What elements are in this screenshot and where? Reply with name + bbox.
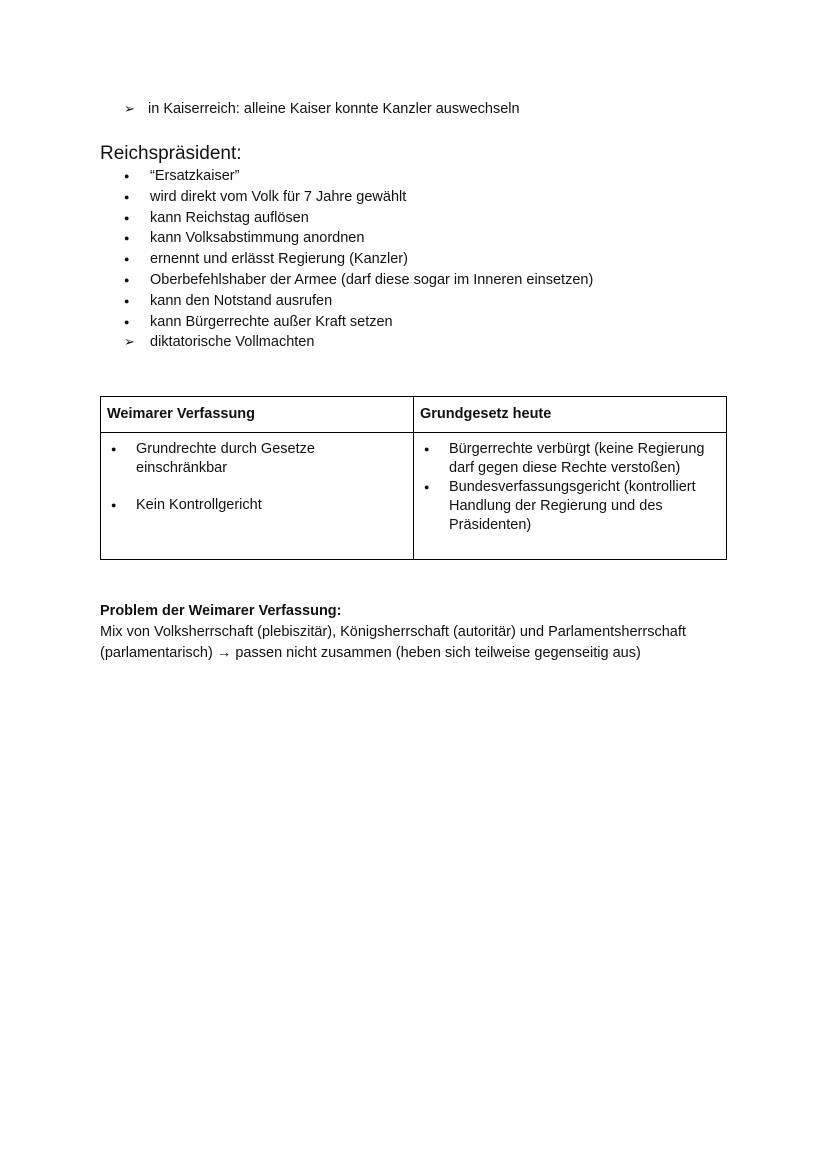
- grundgesetz-point-list: [423, 440, 718, 535]
- list-item: ● ernennt und erlässt Regierung (Kanzler): [124, 249, 593, 270]
- problem-text: Mix von Volksherrschaft (plebiszitär), Königsherrschaft (autoritär) und Parlamentsherrschaft (parlamentarisch) → passen nicht zusammen (heben sich teilweise gegenseitig aus): [100, 624, 686, 661]
- conclusion-item: ➢ diktatorische Vollmachten: [124, 332, 593, 353]
- table-header-row: [101, 397, 727, 433]
- weimar-cell: [101, 433, 414, 560]
- list-item: ● “Ersatzkaiser”: [124, 166, 593, 187]
- list-item: ● Bundesverfassungsgericht (kontrolliert Handlung der Regierung und des Präsidenten): [423, 478, 718, 535]
- list-item: ● wird direkt vom Volk für 7 Jahre gewählt: [124, 187, 593, 208]
- intro-line: [124, 99, 520, 119]
- list-item: ● Grundrechte durch Gesetze einschränkbar: [110, 440, 405, 478]
- list-item: ● kann den Notstand ausrufen: [124, 291, 593, 312]
- problem-title: Problem der Weimarer Verfassung:: [100, 603, 342, 619]
- reichspraesident-bullet-list: [124, 166, 593, 353]
- list-item: ● Kein Kontrollgericht: [110, 496, 405, 515]
- list-item: ● Oberbefehlshaber der Armee (darf diese sogar im Inneren einsetzen): [124, 270, 593, 291]
- header-grundgesetz-heute: Grundgesetz heute: [414, 397, 727, 433]
- list-item: ● kann Bürgerrechte außer Kraft setzen: [124, 312, 593, 333]
- weimar-point-list: [110, 440, 405, 515]
- header-weimarer-verfassung: Weimarer Verfassung: [101, 397, 414, 433]
- list-item: ● kann Reichstag auflösen: [124, 208, 593, 229]
- arrow-marker-icon: ➢: [124, 101, 135, 116]
- list-item: ● Bürgerrechte verbürgt (keine Regierung darf gegen diese Rechte verstoßen): [423, 440, 718, 478]
- reichspraesident-heading: Reichspräsident:: [100, 143, 242, 164]
- comparison-table: [100, 396, 727, 560]
- intro-line-text: in Kaiserreich: alleine Kaiser konnte Kanzler auswechseln: [148, 101, 520, 117]
- table-row: [101, 433, 727, 560]
- list-item: ● kann Volksabstimmung anordnen: [124, 228, 593, 249]
- grundgesetz-cell: [414, 433, 727, 560]
